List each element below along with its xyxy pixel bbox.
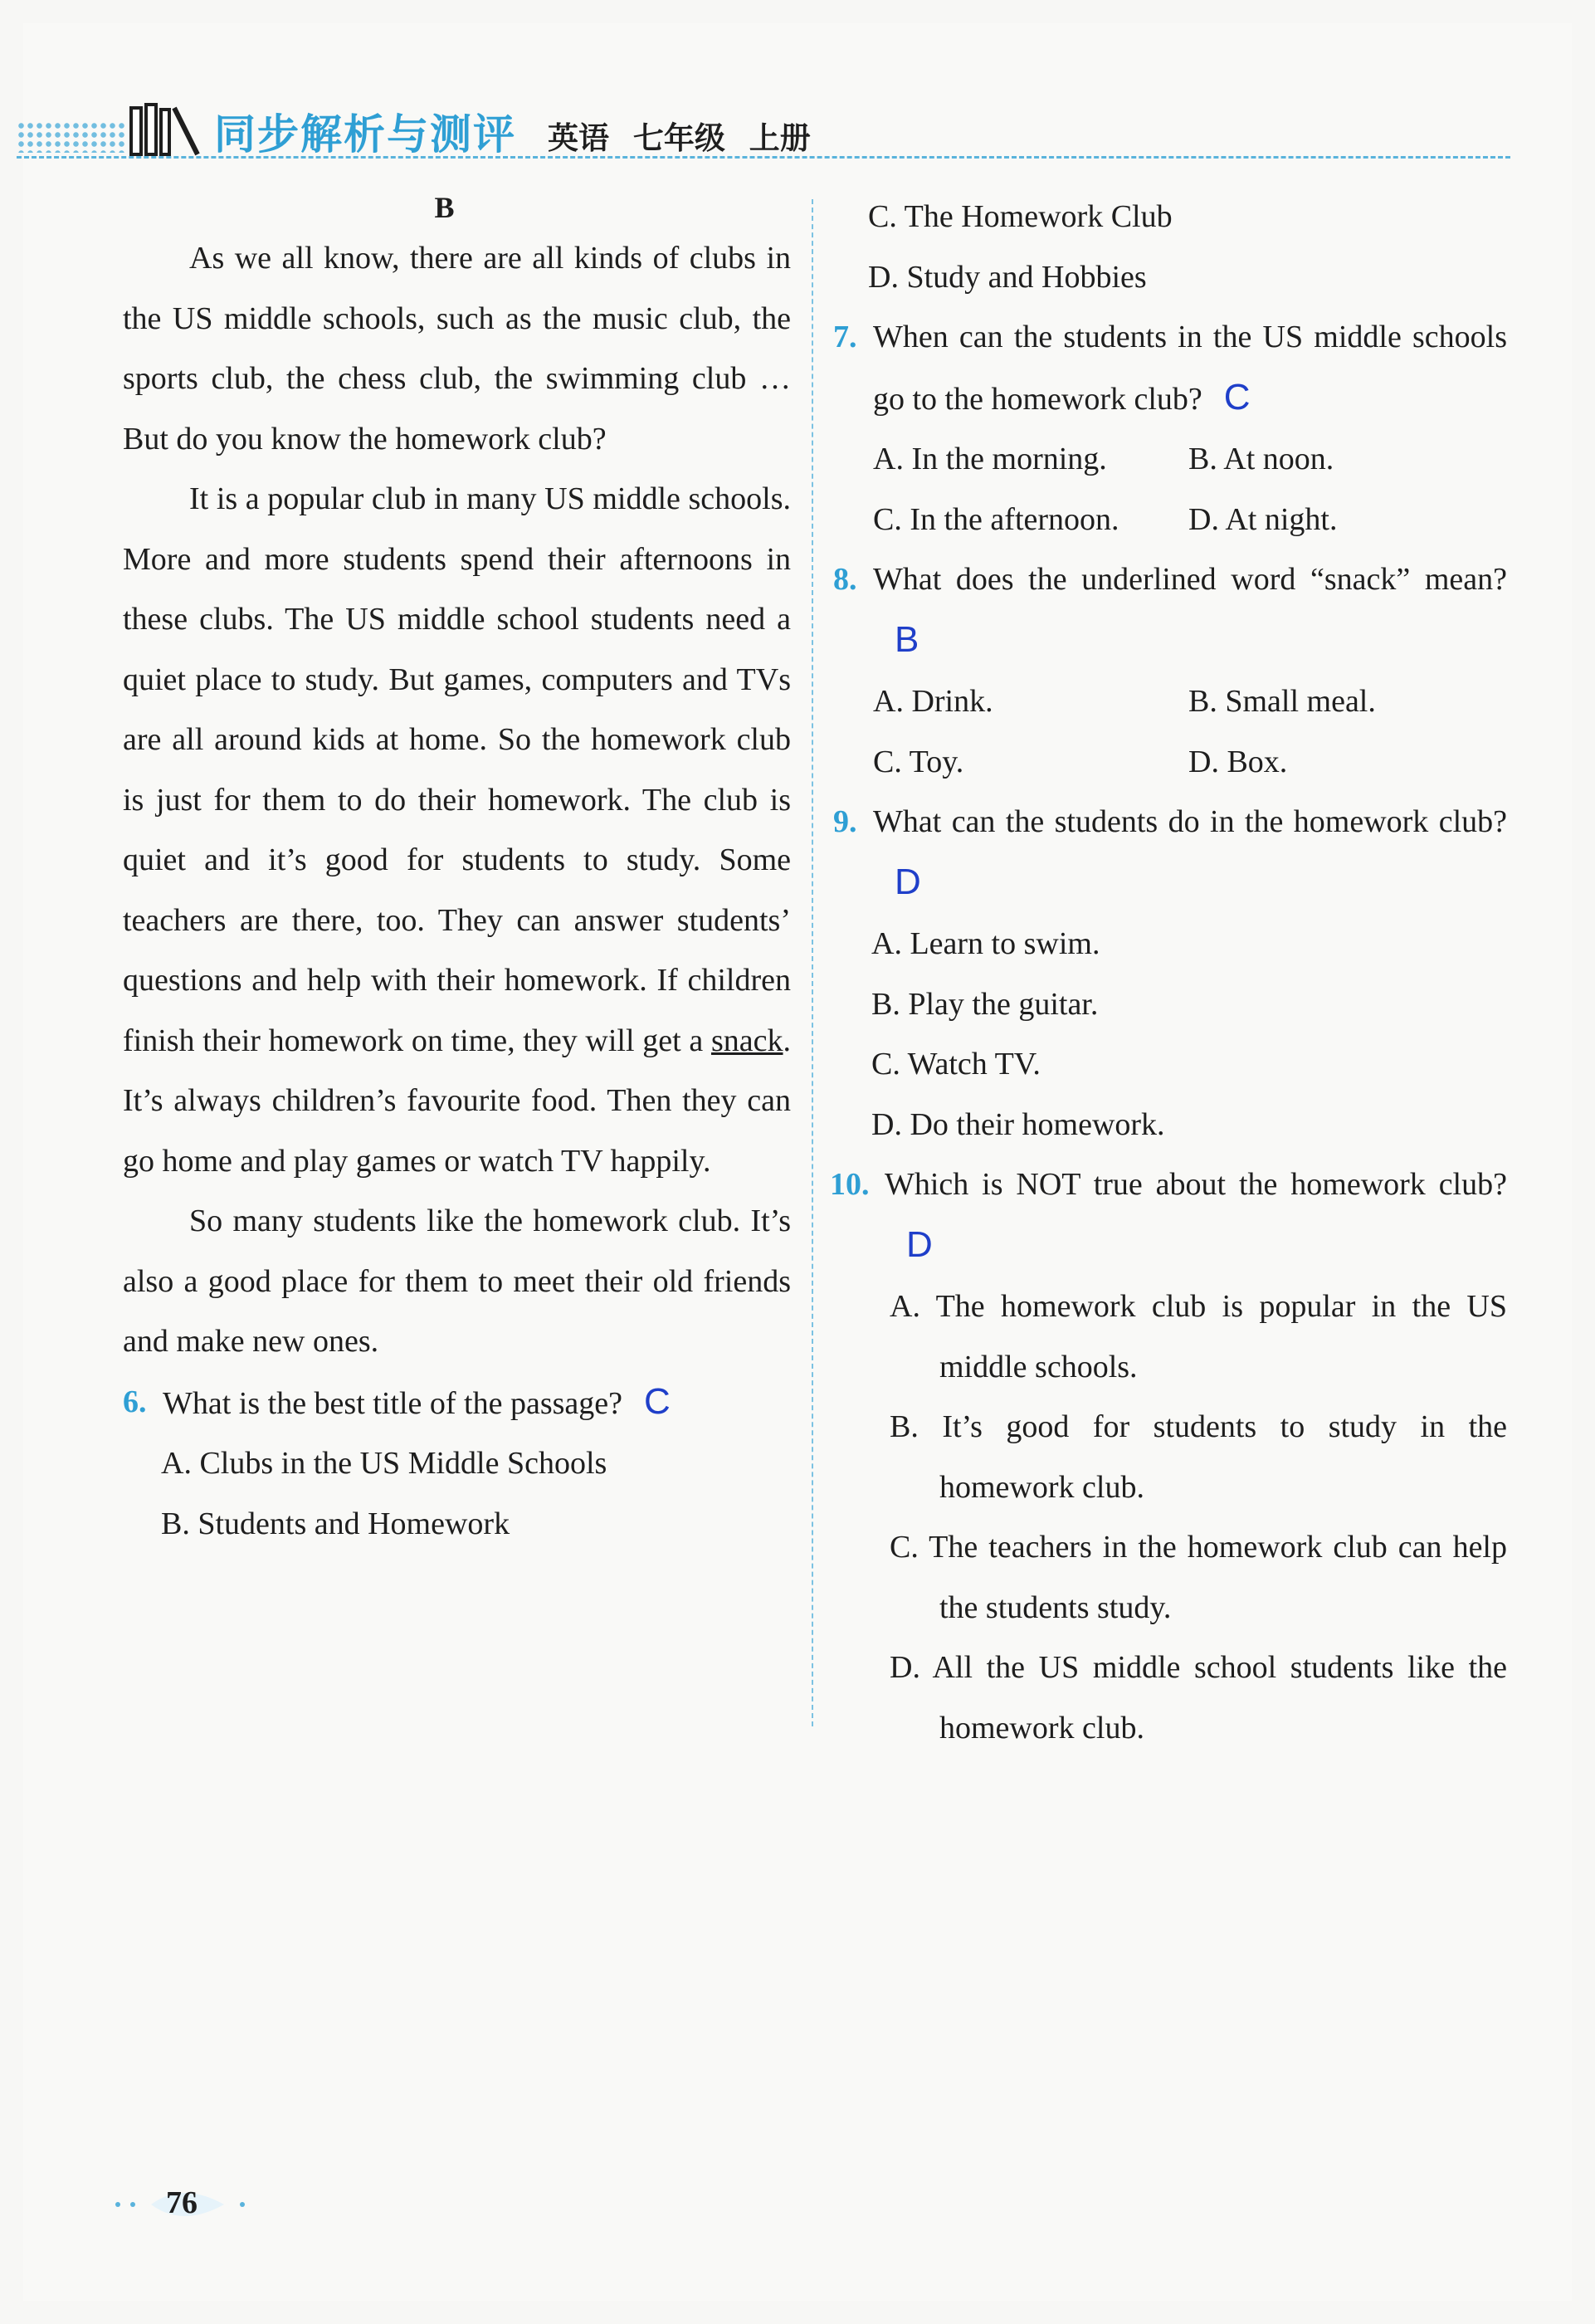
left-column [123,187,791,1554]
option-b: B. Small meal. [1188,684,1376,719]
page-number: 76 [166,2185,198,2220]
question-stem [833,792,1507,914]
answer-mark: C [644,1380,671,1422]
question-7 [833,307,1507,549]
column-divider [812,199,813,1726]
question-number: 8. [833,562,857,597]
option-a: A. Drink. [873,684,993,719]
option-b: B. It’s good for students to study in the homework club. [890,1409,1507,1505]
dotted-decoration [17,121,124,153]
right-column [830,187,1507,1758]
passage-paragraph-3: So many students like the homework club. It’s also a good place for them to meet their old friends and make new ones. [123,1204,791,1359]
question-text: Which is NOT true about the homework club? [885,1167,1507,1202]
option-c: C. The teachers in the homework club can help the students study. [890,1530,1507,1625]
options-row-1 [833,671,1507,732]
question-text: What can the students do in the homework club? [873,804,1507,839]
option-c: C. Toy. [873,744,964,779]
header-divider [17,156,1510,159]
question-6 [123,1372,791,1555]
question-9 [833,792,1507,1155]
option-b: B. Students and Homework [161,1506,510,1541]
question-number: 6. [123,1384,147,1419]
books-icon [126,101,202,159]
option-c: C. Watch TV. [871,1047,1041,1081]
section-letter: B [434,191,455,224]
option-b: B. At noon. [1188,442,1334,476]
answer-mark: D [895,861,921,902]
passage-paragraph-1: As we all know, there are all kinds of clubs in the US middle schools, such as the music club, the sports club, the chess club, the swimming club … But do you know the homework club? [123,241,791,456]
question-10 [830,1155,1507,1758]
paragraph-2-text: It is a popular club in many US middle schools. More and more students spend their afternoons in these clubs. The US middle school students need a quiet place to study. But games, computers and TVs are all around kids at home. So the homework club is just for them to do their homework. The club is quiet and it’s good for students to study. Some teachers are there, too. They can answer students’ questions and help with their homework. If children finish their homework on time, they will get a [123,481,791,1058]
options-row-1 [833,429,1507,490]
passage-paragraph-2 [123,469,791,1191]
question-stem [830,1155,1507,1277]
question-text: What is the best title of the passage? [163,1385,622,1421]
option-c: C. In the afternoon. [873,501,1119,537]
option-a: A. The homework club is popular in the US middle schools. [890,1289,1507,1384]
answer-mark: B [895,618,919,660]
option-a: A. Learn to swim. [871,926,1100,961]
option-b: B. Play the guitar. [871,986,1099,1022]
option-a: A. Clubs in the US Middle Schools [161,1446,607,1481]
option-a: A. In the morning. [873,442,1107,476]
paragraph-2-end: . It’s always children’s favourite food. Then they can go home and play games or watch TV happily. [123,1023,791,1179]
options-row-2 [833,490,1507,550]
options-row-2 [833,732,1507,793]
answer-mark: C [1223,376,1251,417]
page-header [17,93,1510,168]
answer-mark: D [906,1223,933,1265]
question-number: 10. [830,1167,870,1202]
question-text: What does the underlined word “snack” mean? [873,562,1507,597]
question-stem [833,549,1507,671]
book-title: 同步解析与测评 [214,110,516,159]
option-c: C. The Homework Club [868,199,1173,234]
option-d: D. All the US middle school students like the homework club. [890,1650,1507,1745]
subject-grade: 英语 七年级 上册 [548,120,811,156]
question-text: When can the students in the US middle schools go to the homework club? [873,320,1507,417]
question-number: 7. [833,320,857,354]
option-d: D. At night. [1188,501,1338,537]
option-d: D. Box. [1188,744,1288,779]
question-number: 9. [833,804,857,839]
underlined-word: snack [710,1023,783,1058]
option-d: D. Do their homework. [871,1106,1165,1142]
question-stem [833,307,1507,429]
question-stem [123,1372,791,1434]
option-d: D. Study and Hobbies [868,259,1147,295]
question-8 [833,549,1507,792]
